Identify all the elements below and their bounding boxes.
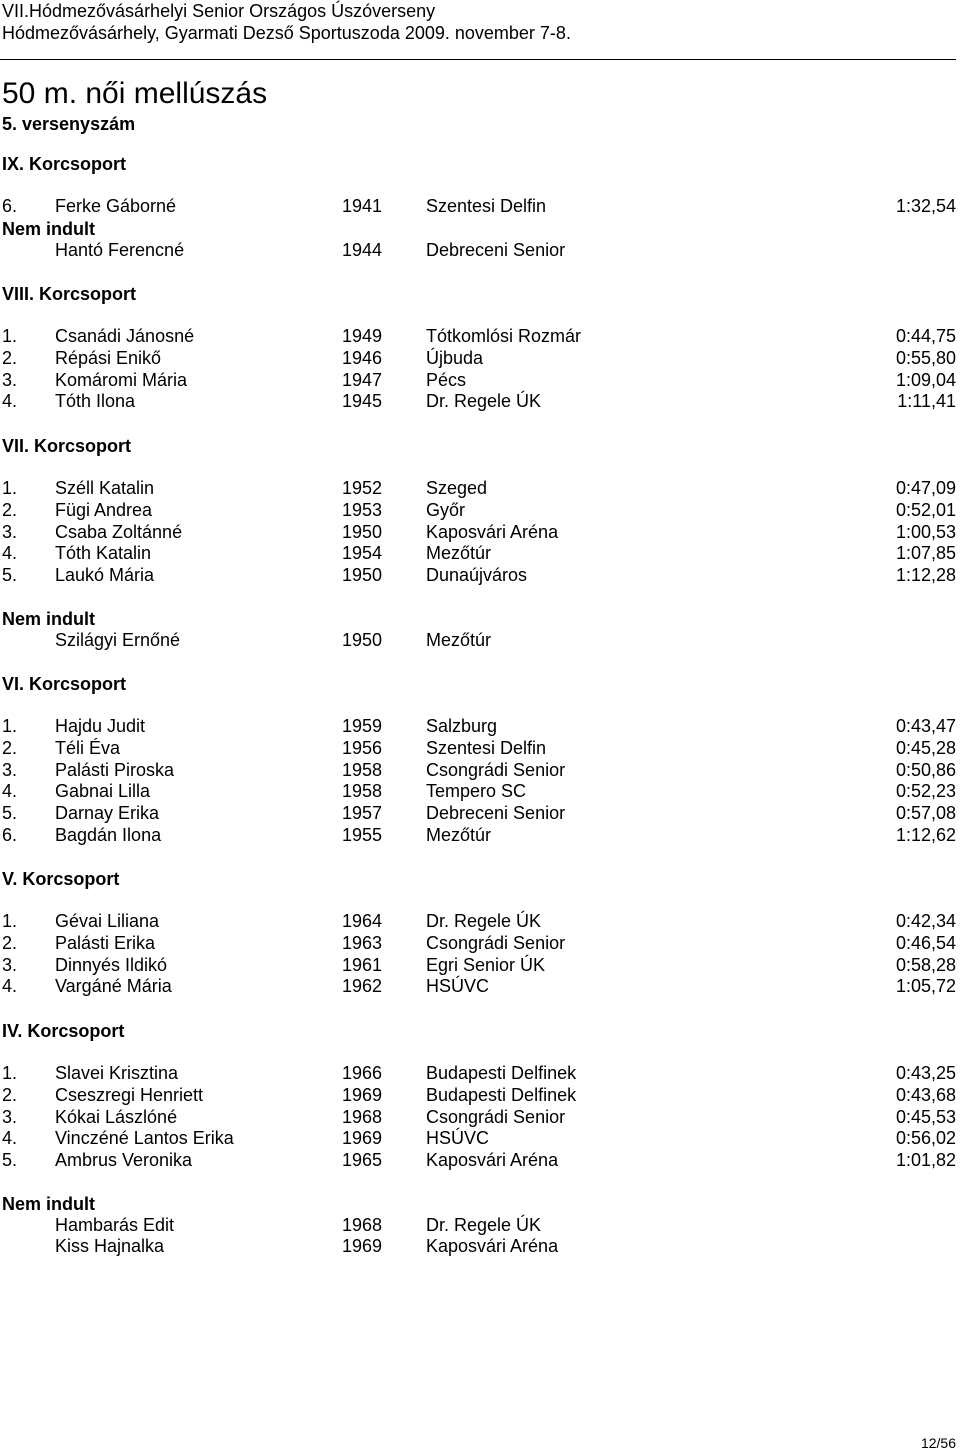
result-place: 2.	[2, 933, 18, 954]
club-name: Dr. Regele ÚK	[426, 911, 542, 932]
swimmer-name: Ferke Gáborné	[55, 196, 177, 216]
page-number: 12/56	[920, 1435, 956, 1451]
result-time: 1:07,85	[895, 543, 956, 564]
header-divider	[0, 59, 956, 60]
swimmer-name: Hambarás Edit	[55, 1214, 175, 1235]
age-group	[2, 153, 958, 283]
result-time: 0:43,68	[895, 1084, 956, 1105]
result-row	[2, 391, 958, 413]
competition-title: VII.Hódmezővásárhelyi Senior Országos Úszóverseny	[2, 1, 436, 21]
swimmer-name: Téli Éva	[55, 737, 121, 758]
swimmer-name: Bagdán Ilona	[55, 824, 162, 845]
club-name: Szeged	[426, 478, 488, 499]
club-name: Csongrádi Senior	[426, 1106, 566, 1127]
spacer	[2, 651, 958, 673]
birth-year: 1969	[342, 1128, 383, 1149]
birth-year: 1958	[342, 781, 383, 802]
club-name: HSÚVC	[426, 1128, 490, 1149]
age-group	[2, 868, 958, 1020]
swimmer-name: Laukó Mária	[55, 564, 155, 585]
swimmer-name: Széll Katalin	[55, 478, 155, 499]
club-name: Győr	[426, 499, 466, 520]
result-time: 1:12,28	[895, 564, 956, 585]
result-row	[2, 326, 958, 348]
spacer	[2, 998, 958, 1020]
club-name: Tótkomlósi Rozmár	[426, 326, 582, 347]
club-name: Csongrádi Senior	[426, 933, 566, 954]
result-row	[2, 781, 958, 803]
result-row	[2, 911, 958, 933]
swimmer-name: Szilágyi Ernőné	[55, 629, 181, 650]
result-time: 1:32,54	[895, 196, 956, 216]
result-place: 5.	[2, 564, 18, 585]
result-time: 0:43,47	[895, 716, 956, 737]
result-row	[2, 976, 958, 998]
result-place: 3.	[2, 954, 18, 975]
result-place: 3.	[2, 369, 18, 390]
age-group	[2, 435, 958, 673]
birth-year: 1955	[342, 824, 383, 845]
club-name: Tempero SC	[426, 781, 527, 802]
swimmer-name: Komáromi Mária	[55, 369, 188, 390]
result-row	[2, 348, 958, 370]
birth-year: 1965	[342, 1149, 383, 1170]
result-row	[2, 370, 958, 392]
result-place: 1.	[2, 326, 18, 347]
birth-year: 1969	[342, 1084, 383, 1105]
result-place: 4.	[2, 391, 18, 412]
result-place: 1.	[2, 478, 18, 499]
swimmer-name: Ambrus Veronika	[55, 1149, 193, 1170]
not-started-label: Nem indult	[2, 218, 95, 239]
age-group-title: V. Korcsoport	[2, 869, 120, 890]
club-name: Dr. Regele ÚK	[426, 391, 542, 412]
competition-venue-date: Hódmezővásárhely, Gyarmati Dezső Sportuszoda 2009. november 7-8.	[2, 23, 571, 43]
club-name: Kaposvári Aréna	[426, 1149, 559, 1170]
birth-year: 1958	[342, 759, 383, 780]
birth-year: 1953	[342, 499, 383, 520]
birth-year: 1941	[342, 196, 383, 216]
result-row	[2, 825, 958, 847]
club-name: Mezőtúr	[426, 629, 492, 650]
result-row	[2, 1085, 958, 1107]
result-place: 2.	[2, 737, 18, 758]
age-group-title: VII. Korcsoport	[2, 436, 132, 457]
spacer	[2, 261, 958, 283]
age-group-title: IV. Korcsoport	[2, 1021, 125, 1042]
club-name: Budapesti Delfinek	[426, 1084, 577, 1105]
spacer	[2, 1258, 958, 1280]
result-place: 1.	[2, 716, 18, 737]
result-time: 0:43,25	[895, 1063, 956, 1084]
club-name: Debreceni Senior	[426, 239, 566, 260]
birth-year: 1956	[342, 737, 383, 758]
swimmer-name: Dinnyés Ildikó	[55, 954, 168, 975]
birth-year: 1949	[342, 326, 383, 347]
age-group-title: VI. Korcsoport	[2, 674, 127, 695]
result-row	[2, 196, 958, 218]
swimmer-name: Gévai Liliana	[55, 911, 160, 932]
birth-year: 1946	[342, 348, 383, 369]
result-place: 4.	[2, 976, 18, 997]
club-name: Kaposvári Aréna	[426, 521, 559, 542]
swimmer-name: Palásti Piroska	[55, 759, 175, 780]
club-name: Mezőtúr	[426, 824, 492, 845]
club-name: Mezőtúr	[426, 543, 492, 564]
result-row	[2, 803, 958, 825]
result-row	[2, 1063, 958, 1085]
birth-year: 1950	[342, 629, 383, 650]
result-time: 0:56,02	[895, 1128, 956, 1149]
result-place: 3.	[2, 1106, 18, 1127]
result-place: 6.	[2, 824, 18, 845]
birth-year: 1969	[342, 1236, 383, 1257]
birth-year: 1962	[342, 976, 383, 997]
result-place: 4.	[2, 781, 18, 802]
not-started-label: Nem indult	[2, 1193, 95, 1214]
result-row	[2, 500, 958, 522]
club-name: Szentesi Delfin	[426, 737, 547, 758]
event-title: 50 m. női mellúszás	[2, 77, 268, 110]
event-number: 5. versenyszám	[2, 114, 136, 134]
result-place: 4.	[2, 543, 18, 564]
swimmer-name: Hantó Ferencné	[55, 239, 185, 260]
result-time: 1:11,41	[897, 391, 956, 412]
club-name: Pécs	[426, 369, 467, 390]
birth-year: 1957	[342, 803, 383, 823]
age-group	[2, 673, 958, 868]
result-time: 1:00,53	[895, 521, 956, 542]
result-row	[2, 738, 958, 760]
club-name: HSÚVC	[426, 976, 490, 997]
result-row	[2, 565, 958, 587]
result-place: 6.	[2, 196, 18, 216]
spacer	[2, 413, 958, 435]
result-time: 1:01,82	[895, 1149, 956, 1170]
swimmer-name: Kókai Lászlóné	[55, 1106, 178, 1127]
spacer	[2, 846, 958, 868]
result-time: 0:45,53	[895, 1106, 956, 1127]
result-place: 2.	[2, 499, 18, 520]
result-time: 0:42,34	[895, 911, 956, 932]
result-place: 1.	[2, 1063, 18, 1084]
not-started-row	[2, 630, 958, 652]
result-place: 2.	[2, 348, 18, 369]
club-name: Debreceni Senior	[426, 803, 566, 823]
swimmer-name: Vargáné Mária	[55, 976, 172, 997]
result-place: 5.	[2, 1149, 18, 1170]
age-group-title: VIII. Korcsoport	[2, 284, 137, 305]
birth-year: 1945	[342, 391, 383, 412]
birth-year: 1961	[342, 954, 383, 975]
not-started-label: Nem indult	[2, 608, 95, 629]
result-row	[2, 955, 958, 977]
result-time: 0:47,09	[895, 478, 956, 499]
document-header	[2, 0, 958, 44]
result-row	[2, 716, 958, 738]
birth-year: 1968	[342, 1106, 383, 1127]
result-time: 0:52,01	[895, 499, 956, 520]
result-row	[2, 1128, 958, 1150]
result-time: 1:09,04	[895, 369, 956, 390]
club-name: Szentesi Delfin	[426, 196, 547, 216]
birth-year: 1947	[342, 369, 383, 390]
swimmer-name: Tóth Ilona	[55, 391, 136, 412]
birth-year: 1964	[342, 911, 383, 932]
result-place: 5.	[2, 803, 18, 823]
result-place: 4.	[2, 1128, 18, 1149]
birth-year: 1963	[342, 933, 383, 954]
club-name: Dunaújváros	[426, 564, 528, 585]
club-name: Kaposvári Aréna	[426, 1236, 559, 1257]
result-row	[2, 1150, 958, 1172]
swimmer-name: Fügi Andrea	[55, 499, 153, 520]
result-row	[2, 760, 958, 782]
club-name: Csongrádi Senior	[426, 759, 566, 780]
age-group	[2, 283, 958, 435]
not-started-row	[2, 1236, 958, 1258]
birth-year: 1952	[342, 478, 383, 499]
swimmer-name: Palásti Erika	[55, 933, 156, 954]
club-name: Újbuda	[426, 348, 484, 369]
result-row	[2, 1107, 958, 1129]
birth-year: 1959	[342, 716, 383, 737]
swimmer-name: Vinczéné Lantos Erika	[55, 1128, 234, 1149]
spacer	[2, 1172, 958, 1193]
swimmer-name: Csaba Zoltánné	[55, 521, 183, 542]
result-place: 3.	[2, 759, 18, 780]
result-time: 1:05,72	[895, 976, 956, 997]
result-time: 0:45,28	[895, 737, 956, 758]
result-time: 0:55,80	[895, 348, 956, 369]
age-group	[2, 1020, 958, 1280]
not-started-row	[2, 240, 958, 262]
result-place: 3.	[2, 521, 18, 542]
swimmer-name: Tóth Katalin	[55, 543, 152, 564]
birth-year: 1954	[342, 543, 383, 564]
result-row	[2, 478, 958, 500]
result-time: 0:57,08	[895, 803, 956, 823]
birth-year: 1944	[342, 239, 383, 260]
result-place: 2.	[2, 1084, 18, 1105]
club-name: Dr. Regele ÚK	[426, 1214, 542, 1235]
result-time: 0:46,54	[895, 933, 956, 954]
swimmer-name: Gabnai Lilla	[55, 781, 151, 802]
result-row	[2, 933, 958, 955]
birth-year: 1968	[342, 1214, 383, 1235]
swimmer-name: Cseszregi Henriett	[55, 1084, 204, 1105]
club-name: Salzburg	[426, 716, 498, 737]
birth-year: 1950	[342, 564, 383, 585]
result-time: 0:50,86	[895, 759, 956, 780]
swimmer-name: Kiss Hajnalka	[55, 1236, 165, 1257]
swimmer-name: Csanádi Jánosné	[55, 326, 195, 347]
club-name: Egri Senior ÚK	[426, 954, 546, 975]
result-time: 0:52,23	[895, 781, 956, 802]
result-time: 0:58,28	[895, 954, 956, 975]
result-time: 0:44,75	[895, 326, 956, 347]
swimmer-name: Darnay Erika	[55, 803, 160, 823]
swimmer-name: Hajdu Judit	[55, 716, 146, 737]
spacer	[2, 587, 958, 608]
club-name: Budapesti Delfinek	[426, 1063, 577, 1084]
birth-year: 1966	[342, 1063, 383, 1084]
result-row	[2, 522, 958, 544]
results-list	[2, 153, 958, 1280]
result-time: 1:12,62	[895, 824, 956, 845]
birth-year: 1950	[342, 521, 383, 542]
age-group-title: IX. Korcsoport	[2, 154, 127, 174]
swimmer-name: Répási Enikő	[55, 348, 162, 369]
result-row	[2, 543, 958, 565]
not-started-row	[2, 1215, 958, 1237]
result-place: 1.	[2, 911, 18, 932]
swimmer-name: Slavei Krisztina	[55, 1063, 179, 1084]
